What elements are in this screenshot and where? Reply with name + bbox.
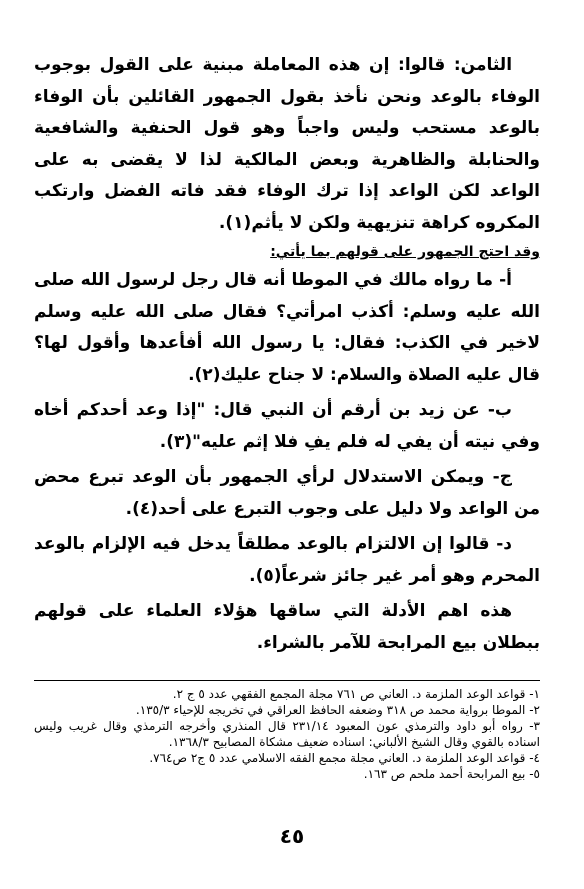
paragraph-evidence-b: ب- عن زيد بن أرقم أن النبي قال: "إذا وعد أحدكم أخاه وفي نيته أن يفي له فلم يفِ فلا إثم عليه"(٣). <box>34 400 540 452</box>
page-number: ٤٥ <box>279 824 305 848</box>
paragraph-text: قالوا: إن هذه المعاملة مبنية على القول بوجوب الوفاء بالوعد ونحن نأخذ بقول الجمهور القائلين بأن الوفاء بالوعد مستحب وليس واجباً وهو قول الحنفية والشافعية والحنابلة والظاهرية وبعض المالكية لذا لا يقضى به على الواعد لكن الواعد إذا ترك الوفاء فقد فاته الفضل وارتكب المكروه كراهة تنزيهية ولكن لا يأثم(١). <box>34 55 540 233</box>
section-subheading: وقد احتج الجمهور على قولهم بما يأتي: <box>270 244 540 260</box>
paragraph-conclusion: هذه اهم الأدلة التي ساقها هؤلاء العلماء على قولهم ببطلان بيع المرابحة للآمر بالشراء. <box>34 601 540 653</box>
paragraph-evidence-a: أ- ما رواه مالك في الموطا أنه قال رجل لرسول الله صلى الله عليه وسلم: أكذب امرأتي؟ فقال صلى الله عليه وسلم لاخير في الكذب: فقال: يا رسول الله أفأعدها وأقول لها؟ قال عليه الصلاة والسلام: لا جناح عليك(٢). <box>34 270 540 385</box>
footnote: ٣- رواه أبو داود والترمذي عون المعبود ٢٣١/١٤ قال المنذري وأخرجه الترمذي وقال غريب وليس اسناده بالقوي وقال الشيخ الألباني: اسناده ضعيف مشكاة المصابيح ١٣٦٨/٣. <box>34 719 540 749</box>
paragraph-evidence-c: ج- ويمكن الاستدلال لرأي الجمهور بأن الوعد تبرع محض من الواعد ولا دليل على وجوب التبرع على أحد(٤). <box>34 467 540 519</box>
main-text <box>34 50 540 659</box>
footnote: ١- قواعد الوعد الملزمة د. العاني ص ٧٦١ مجلة المجمع الفقهي عدد ٥ ج ٢. <box>172 687 540 701</box>
paragraph-eighth <box>34 50 540 239</box>
footnote-separator <box>34 680 540 681</box>
paragraph-evidence-d: د- قالوا إن الالتزام بالوعد مطلقاً يدخل فيه الإلزام بالوعد المحرم وهو أمر غير جائز شرعاً(٥). <box>34 534 540 586</box>
footnotes <box>34 686 540 782</box>
footnote: ٤- قواعد الوعد الملزمة د. العاني مجلة مجمع الفقه الاسلامي عدد ٥ ج٢ ص٧٦٤. <box>149 751 540 765</box>
footnote: ٥- بيع المرابحة أحمد ملحم ص ١٦٣. <box>363 767 540 781</box>
paragraph-lead: الثامن: <box>453 55 513 75</box>
footnote: ٢- الموطا برواية محمد ص ٣١٨ وضعفه الحافظ العراقي في تخريجه للإحياء ١٣٥/٣. <box>135 703 540 717</box>
